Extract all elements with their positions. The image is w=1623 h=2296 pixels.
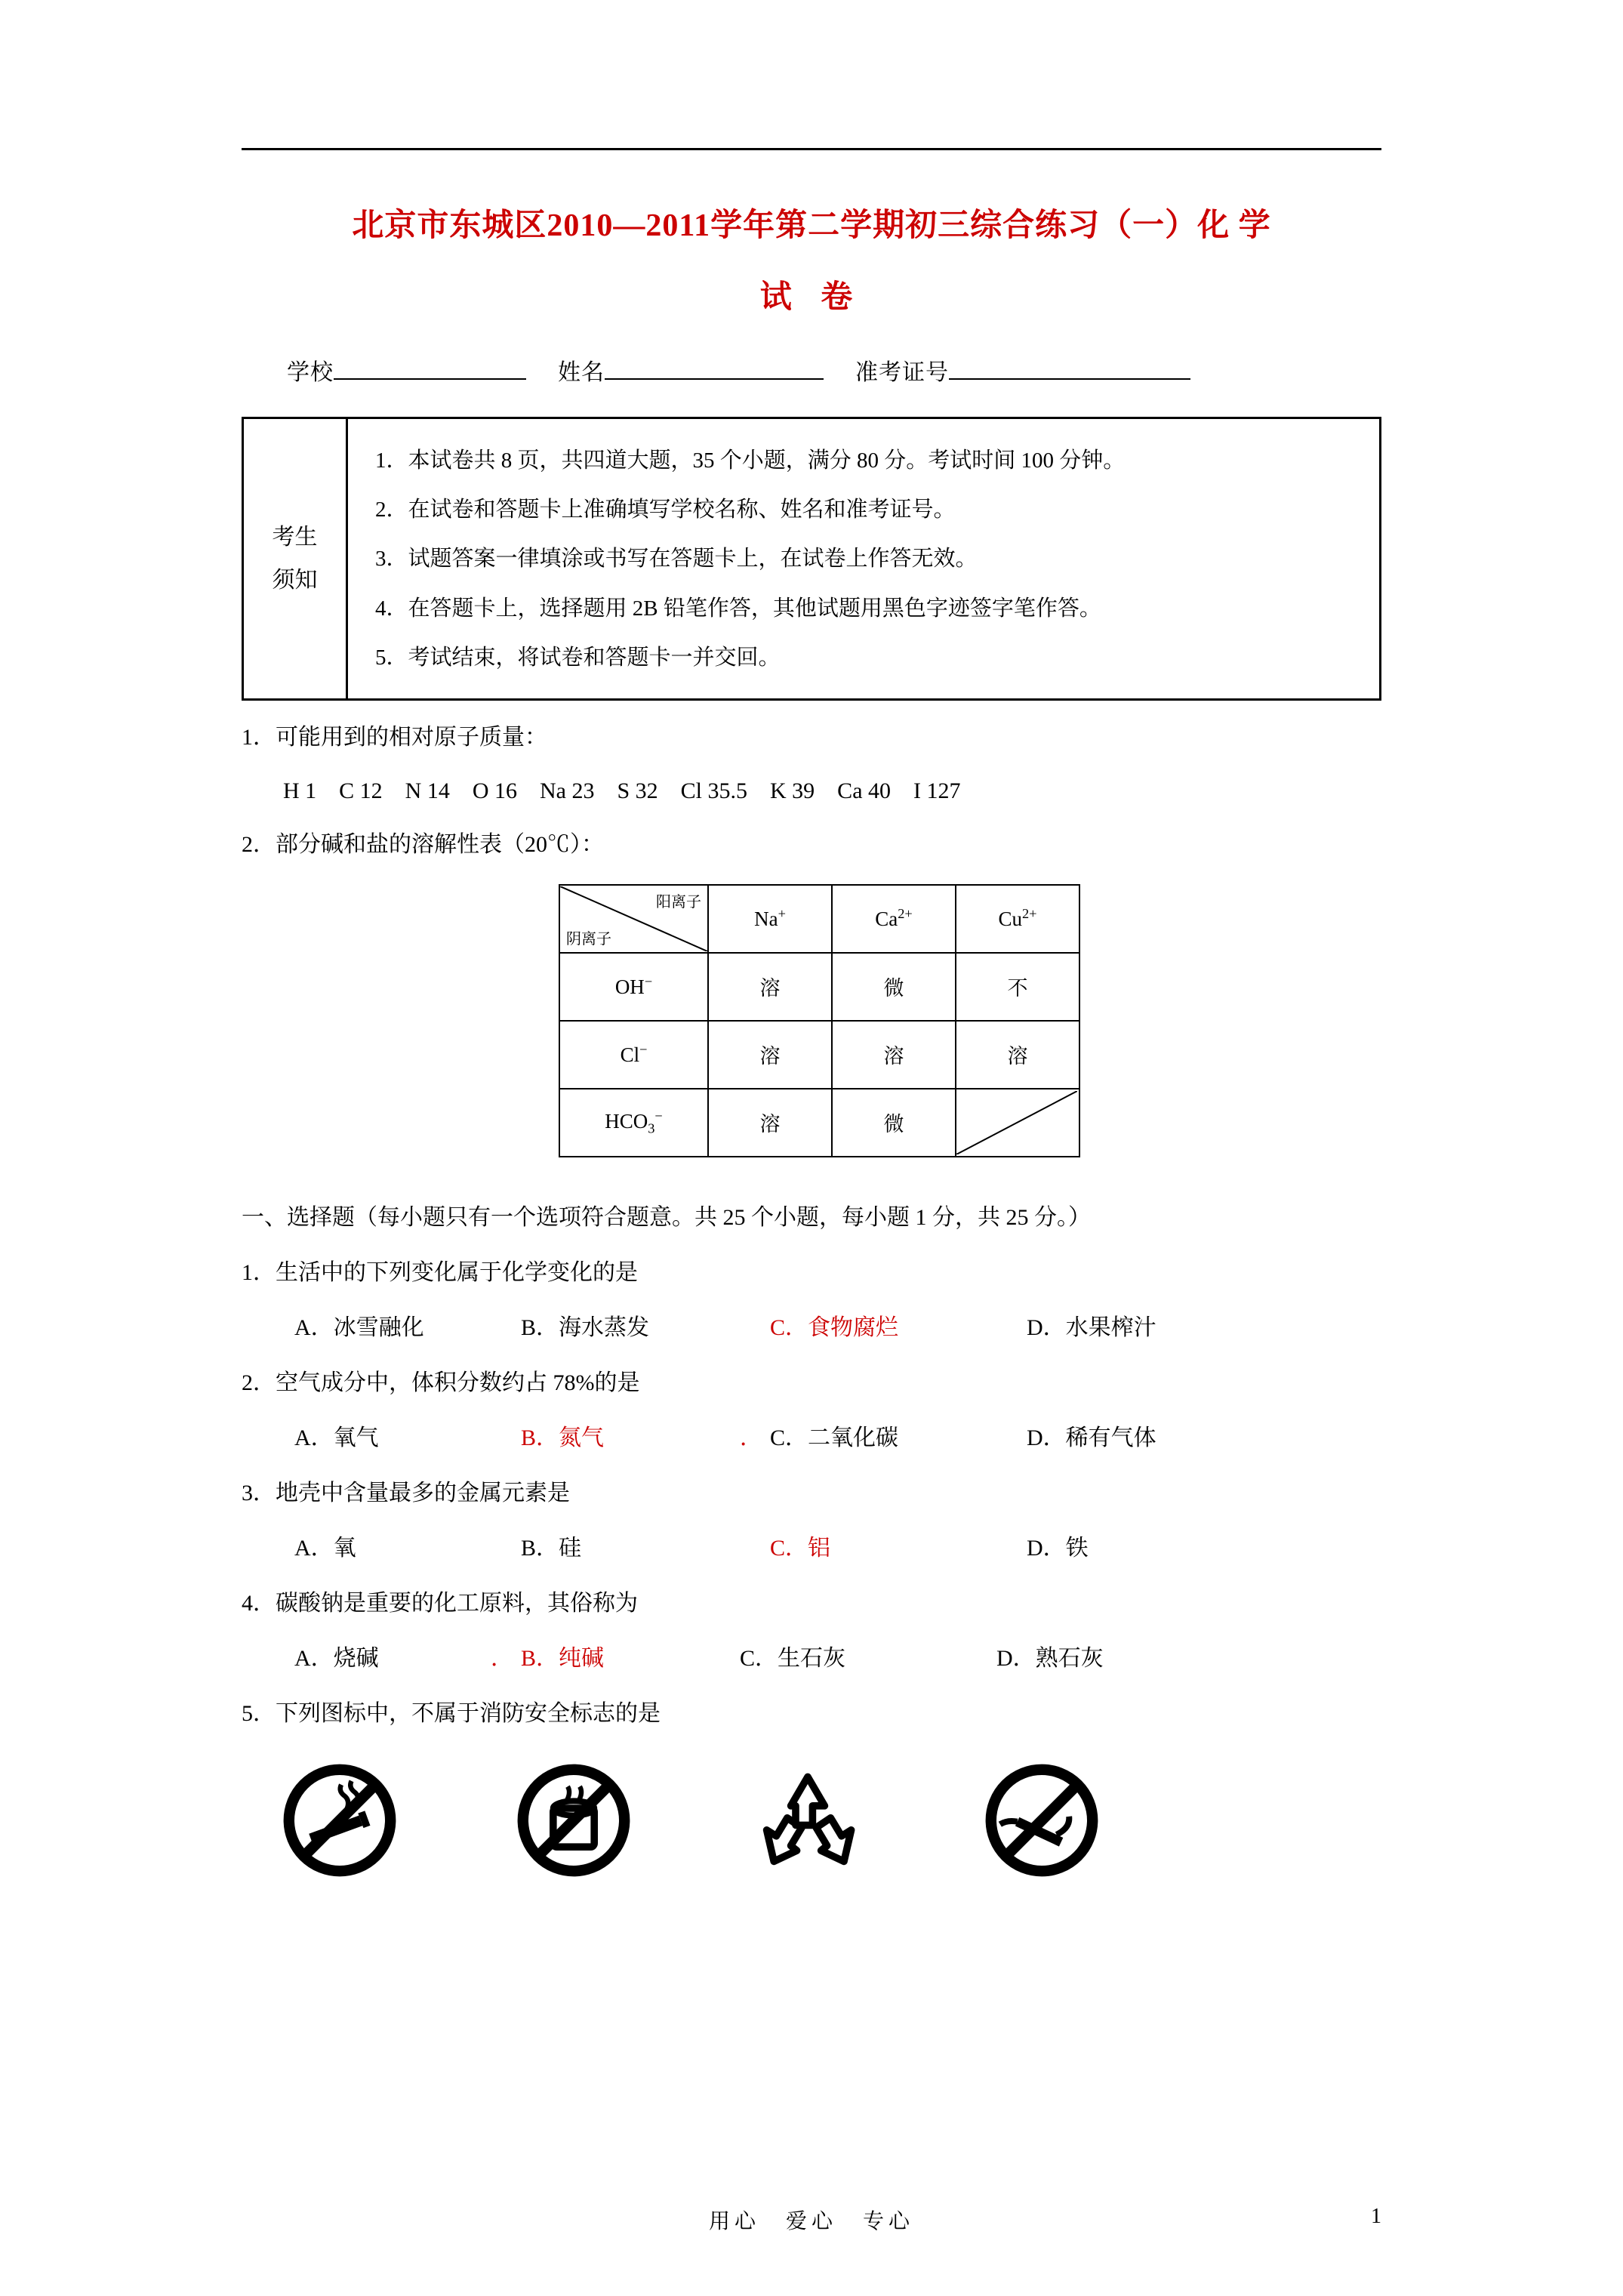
row-header-oh	[559, 953, 708, 1021]
col-ion-charge: +	[778, 906, 786, 922]
table-row	[559, 1089, 1079, 1157]
col-ion-name: Na	[754, 908, 778, 931]
question-stem: 碳酸钠是重要的化工原料，其俗称为	[276, 1590, 638, 1616]
question-4-options	[294, 1639, 1623, 1672]
row-ion-name: HCO	[605, 1110, 648, 1133]
cell-hco3-na: 溶	[708, 1089, 832, 1157]
option-c[interactable]: C．二氧化碳	[770, 1425, 899, 1450]
question-1	[242, 1257, 1623, 1289]
option-a[interactable]: A．氧	[294, 1535, 356, 1561]
cell-cl-na: 溶	[708, 1021, 832, 1089]
question-number: 5．	[242, 1700, 276, 1726]
notice-label	[244, 419, 348, 698]
section-header-text: 一、选择题（每小题只有一个选项符合题意。共 25 个小题，每小题 1 分，共 25 分。）	[242, 1204, 1091, 1230]
option-c[interactable]: C．食物腐烂	[770, 1314, 899, 1340]
option-a[interactable]: A．冰雪融化	[294, 1314, 424, 1340]
notice-label-line1: 考生	[272, 525, 318, 550]
notice-item: 2．在试卷和答题卡上准确填写学校名称、姓名和准考证号。	[375, 498, 956, 522]
name-input[interactable]	[605, 356, 824, 380]
candidate-notice-box	[242, 417, 1381, 701]
option-b[interactable]: B．氮气	[521, 1425, 605, 1450]
prelim-text: 部分碱和盐的溶解性表（20℃）：	[276, 831, 604, 857]
page-title: 北京市东城区2010—2011学年第二学期初三综合练习（一）化 学	[352, 208, 1271, 243]
notice-items	[348, 419, 1379, 698]
option-c[interactable]: C．铝	[770, 1535, 831, 1561]
school-label: 学校	[287, 360, 334, 386]
school-input[interactable]	[334, 356, 526, 380]
cell-hco3-cu-empty	[956, 1089, 1079, 1157]
option-d[interactable]: D．稀有气体	[1027, 1425, 1156, 1450]
cell-cl-cu: 溶	[956, 1021, 1079, 1089]
row-ion-charge: −	[639, 1042, 648, 1058]
option-a[interactable]: A．氧气	[294, 1425, 379, 1450]
question-5	[242, 1698, 1623, 1730]
question-number: 3．	[242, 1480, 276, 1505]
cell-oh-cu: 不	[956, 953, 1079, 1021]
option-d[interactable]: D．水果榨汁	[1027, 1314, 1156, 1340]
safety-icons-row	[279, 1760, 1623, 1881]
recycle-icon	[747, 1760, 868, 1881]
option-d[interactable]: D．铁	[1027, 1535, 1089, 1561]
page-subtitle: 试 卷	[759, 280, 864, 316]
col-ion-charge: 2+	[1021, 906, 1037, 922]
question-stem: 地壳中含量最多的金属元素是	[276, 1480, 570, 1505]
red-dot-mark: ．	[491, 1645, 513, 1671]
question-4	[242, 1588, 1623, 1620]
cell-cl-ca: 溶	[832, 1021, 956, 1089]
table-corner-cell	[559, 885, 708, 953]
no-smoking-icon	[279, 1760, 400, 1881]
table-row	[559, 953, 1079, 1021]
table-header-row	[559, 885, 1079, 953]
question-number: 2．	[242, 1370, 276, 1395]
cell-oh-ca: 微	[832, 953, 956, 1021]
empty-cell-diagonal-icon	[956, 1091, 1077, 1154]
cell-oh-na: 溶	[708, 953, 832, 1021]
question-stem: 下列图标中，不属于消防安全标志的是	[276, 1700, 661, 1726]
no-open-container-icon	[513, 1760, 634, 1881]
admission-number-input[interactable]	[949, 356, 1190, 380]
column-header-cu	[956, 885, 1079, 953]
option-c[interactable]: C．生石灰	[740, 1645, 846, 1671]
section-header	[242, 1198, 1623, 1231]
question-number: 1．	[242, 1259, 276, 1285]
option-b[interactable]: B．纯碱	[521, 1645, 605, 1671]
notice-label-line2: 须知	[272, 568, 318, 593]
option-a[interactable]: A．烧碱	[294, 1645, 379, 1671]
name-label: 姓名	[558, 360, 605, 386]
question-2	[242, 1367, 1623, 1399]
cation-label: 阳离子	[656, 893, 701, 911]
column-header-na	[708, 885, 832, 953]
page-footer	[0, 2205, 1623, 2235]
column-header-ca	[832, 885, 956, 953]
atomic-masses-line: H 1 C 12 N 14 O 16 Na 23 S 32 Cl 35.5 K 39 Ca 40 I 127	[283, 778, 961, 803]
row-ion-charge: −	[654, 1108, 663, 1124]
row-header-hco3	[559, 1089, 708, 1157]
notice-item: 5．考试结束，将试卷和答题卡一并交回。	[375, 645, 781, 670]
footer-text: 用心 爱心 专心	[708, 2210, 914, 2233]
col-ion-name: Ca	[875, 908, 898, 931]
notice-item: 3．试题答案一律填涂或书写在答题卡上，在试卷上作答无效。	[375, 547, 978, 572]
question-stem: 生活中的下列变化属于化学变化的是	[276, 1259, 638, 1285]
solubility-table	[559, 884, 1080, 1157]
question-3	[242, 1478, 1623, 1509]
prelim-number: 1．	[242, 724, 276, 750]
row-header-cl	[559, 1021, 708, 1089]
no-open-flame-icon	[981, 1760, 1102, 1881]
question-1-options	[294, 1308, 1623, 1342]
prelim-line-1	[242, 720, 1623, 754]
row-ion-charge: −	[644, 974, 653, 990]
table-row	[559, 1021, 1079, 1089]
page-number: 1	[1371, 2205, 1381, 2228]
question-number: 4．	[242, 1590, 276, 1616]
row-ion-subscript: 3	[648, 1120, 655, 1136]
prelim-number: 2．	[242, 831, 276, 857]
question-2-options	[294, 1419, 1623, 1452]
admission-number-label: 准考证号	[855, 360, 949, 386]
prelim-line-2	[242, 827, 1623, 861]
col-ion-name: Cu	[998, 908, 1022, 931]
cell-hco3-ca: 微	[832, 1089, 956, 1157]
solubility-table-wrapper	[559, 884, 1623, 1157]
student-info-row	[0, 353, 1623, 387]
question-3-options	[294, 1529, 1623, 1562]
option-b[interactable]: B．硅	[521, 1535, 582, 1561]
notice-item: 1．本试卷共 8 页，共四道大题，35 个小题，满分 80 分。考试时间 100 分钟。	[375, 448, 1126, 473]
col-ion-charge: 2+	[898, 906, 913, 922]
red-dot-mark: ．	[740, 1425, 762, 1450]
row-ion-name: OH	[614, 975, 645, 999]
row-ion-name: Cl	[620, 1043, 640, 1067]
question-stem: 空气成分中，体积分数约占 78%的是	[276, 1370, 640, 1395]
prelim-text: 可能用到的相对原子质量：	[276, 724, 547, 750]
notice-item: 4．在答题卡上，选择题用 2B 铅笔作答，其他试题用黑色字迹签字笔作答。	[375, 596, 1101, 621]
option-b[interactable]: B．海水蒸发	[521, 1314, 650, 1340]
anion-label: 阴离子	[566, 930, 611, 948]
option-d[interactable]: D．熟石灰	[996, 1645, 1104, 1671]
